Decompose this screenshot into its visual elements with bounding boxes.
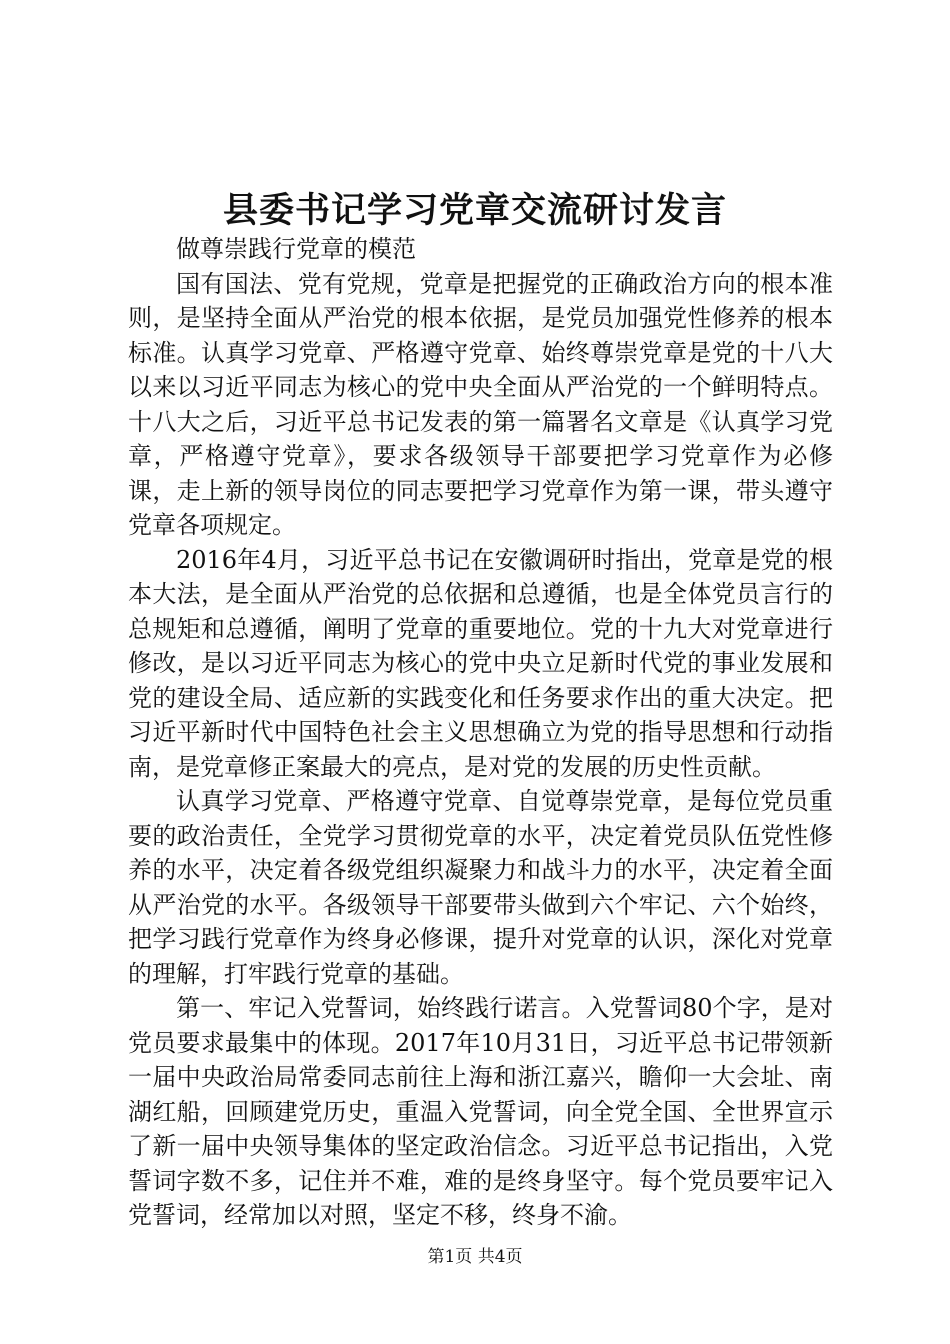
document-title: 县委书记学习党章交流研讨发言 [222, 190, 727, 231]
document-body [128, 232, 833, 1233]
page-number-footer: 第1页 共4页 [427, 1247, 523, 1267]
subtitle-paragraph: 做尊崇践行党章的模范 [176, 235, 416, 263]
body-paragraph: 认真学习党章、严格遵守党章、自觉尊崇党章，是每位党员重要的政治责任，全党学习贯彻党章的水平，决定着党员队伍党性修养的水平，决定着各级党组织凝聚力和战斗力的水平，决定着全面从严治党的水平。各级领导干部要带头做到六个牢记、六个始终，把学习践行党章作为终身必修课，提升对党章的认识，深化对党章的理解，打牢践行党章的基础。 [128, 787, 833, 988]
body-paragraph: 2016年4月，习近平总书记在安徽调研时指出，党章是党的根本大法，是全面从严治党的总依据和总遵循，也是全体党员言行的总规矩和总遵循，阐明了党章的重要地位。党的十九大对党章进行修改，是以习近平同志为核心的党中央立足新时代党的事业发展和党的建设全局、适应新的实践变化和任务要求作出的重大决定。把习近平新时代中国特色社会主义思想确立为党的指导思想和行动指南，是党章修正案最大的亮点，是对党的发展的历史性贡献。 [128, 545, 833, 781]
body-paragraph: 第一、牢记入党誓词，始终践行诺言。入党誓词80个字，是对党员要求最集中的体现。2017年10月31日，习近平总书记带领新一届中央政治局常委同志前往上海和浙江嘉兴，瞻仰一大会址、南湖红船，回顾建党历史，重温入党誓词，向全党全国、全世界宣示了新一届中央领导集体的坚定政治信念。习近平总书记指出，入党誓词字数不多，记住并不难，难的是终身坚守。每个党员要牢记入党誓词，经常加以对照，坚定不移，终身不渝。 [128, 994, 833, 1229]
body-paragraph: 国有国法、党有党规，党章是把握党的正确政治方向的根本准则，是坚持全面从严治党的根本依据，是党员加强党性修养的根本标准。认真学习党章、严格遵守党章、始终尊崇党章是党的十八大以来以习近平同志为核心的党中央全面从严治党的一个鲜明特点。十八大之后，习近平总书记发表的第一篇署名文章是《认真学习党章，严格遵守党章》，要求各级领导干部要把学习党章作为必修课，走上新的领导岗位的同志要把学习党章作为第一课，带头遵守党章各项规定。 [128, 269, 833, 539]
